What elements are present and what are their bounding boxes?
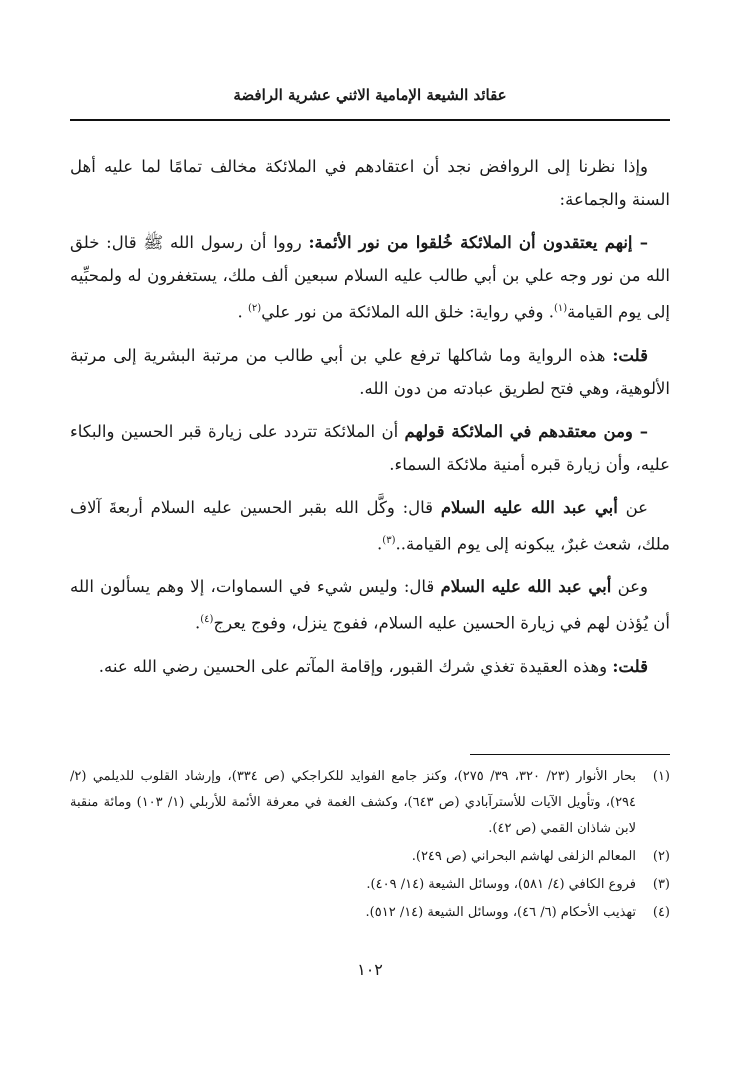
- remark-label-2: قلت:: [612, 656, 648, 676]
- header-rule: [70, 119, 670, 121]
- footnote-number: (١): [652, 769, 670, 784]
- paragraph-2-text-2: . وفي رواية: خلق الله الملائكة من نور علي: [261, 302, 554, 322]
- paragraph-1: وإذا نظرنا إلى الروافض نجد أن اعتقادهم في الملائكة مخالف تمامًا لما عليه أهل السنة والجماعة:: [70, 157, 670, 209]
- footnote: [70, 872, 670, 898]
- paragraph-7: [70, 650, 670, 683]
- footnotes: [70, 764, 670, 928]
- paragraph-3-text: هذه الرواية وما شاكلها ترفع علي بن أبي طالب من مرتبة البشرية إلى مرتبة الألوهية، وهي فتح لطريق عبادته من دون الله.: [70, 345, 670, 398]
- paragraph-2-text: رووا أن رسول الله ﷺ قال: خلق الله من نور وجه علي بن أبي طالب عليه السلام سبعين ألف ملك، يستغفرون له ولمحبِّيه إلى يوم القيامة: [70, 233, 670, 322]
- main-text: [70, 150, 670, 693]
- paragraph-6-end: .: [195, 613, 201, 633]
- paragraph-5: [70, 491, 670, 561]
- remark-label: قلت:: [612, 345, 648, 365]
- paragraph-6-text: قال: وليس شيء في السماوات، إلا وهم يسألون الله أن يُؤذن لهم في زيارة الحسين عليه السلام، ففوج ينزل، وفوج يعرج: [70, 577, 670, 633]
- footnote: [70, 900, 670, 926]
- footnote: [70, 844, 670, 870]
- footnote-text: تهذيب الأحكام (٦/ ٤٦)، ووسائل الشيعة (١٤/ ٥١٢).: [365, 905, 636, 920]
- paragraph-7-text: وهذه العقيدة تغذي شرك القبور، وإقامة المآتم على الحسين رضي الله عنه.: [98, 656, 613, 676]
- narrator-name: أبي عبد الله عليه السلام: [440, 497, 618, 517]
- heading-angels-visit: – ومن معتقدهم في الملائكة قولهم: [404, 421, 648, 441]
- footnote-number: (٢): [652, 849, 670, 864]
- paragraph-6-pre: وعن: [611, 577, 648, 596]
- paragraph-5-pre: عن: [617, 497, 648, 517]
- paragraph-4: [70, 415, 670, 481]
- footnote-text: المعالم الزلفى لهاشم البحراني (ص ٢٤٩).: [411, 849, 636, 864]
- footnote-ref-3[interactable]: (٣): [382, 534, 396, 546]
- paragraph-5-text: قال: وكَّل الله بقبر الحسين عليه السلام أربعةَ آلاف ملك، شعث غبرٌ، يبكونه إلى يوم القيامة..: [70, 497, 670, 553]
- page-number: ١٠٢: [357, 960, 383, 979]
- book-page: [70, 0, 670, 1083]
- footnote-number: (٤): [652, 905, 670, 920]
- footnote-separator: [470, 754, 670, 755]
- paragraph-4-text: أن الملائكة تتردد على زيارة قبر الحسين والبكاء عليه، وأن زيارة قبره أمنية ملائكة السماء.: [70, 421, 670, 474]
- paragraph-3: [70, 339, 670, 405]
- footnote-text: فروع الكافي (٤/ ٥٨١)، ووسائل الشيعة (١٤/ ٤٠٩).: [366, 877, 636, 892]
- footnote-ref-1[interactable]: (١): [553, 303, 568, 314]
- heading-angels-light: – إنهم يعتقدون أن الملائكة خُلقوا من نور الأئمة:: [308, 233, 648, 252]
- paragraph-2-end: .: [237, 302, 249, 322]
- narrator-name-2: أبي عبد الله عليه السلام: [440, 577, 612, 596]
- footnote: [70, 764, 670, 842]
- paragraph-5-end: .: [377, 534, 383, 553]
- footnote-number: (٣): [652, 877, 670, 892]
- footnote-text: بحار الأنوار (٢٣/ ٣٢٠، ٣٩/ ٢٧٥)، وكنز جامع الفوايد للكراجكي (ص ٣٣٤)، وإرشاد القلوب للديلمي (٢/ ٢٩٤)، وتأويل الآيات للأسترآبادي (ص ٦٤٣)، وكشف الغمة في معرفة الأئمة للأربلي (١/ ١٠٣) ومائة منقبة لابن شاذان القمي (ص ٤٢).: [70, 769, 637, 836]
- paragraph-6: [70, 570, 670, 640]
- running-header-title: عقائد الشيعة الإمامية الاثني عشرية الرافضة: [233, 86, 507, 104]
- footnote-ref-2[interactable]: (٢): [248, 303, 262, 314]
- paragraph-2: [70, 226, 670, 329]
- footnote-ref-4[interactable]: (٤): [200, 614, 214, 625]
